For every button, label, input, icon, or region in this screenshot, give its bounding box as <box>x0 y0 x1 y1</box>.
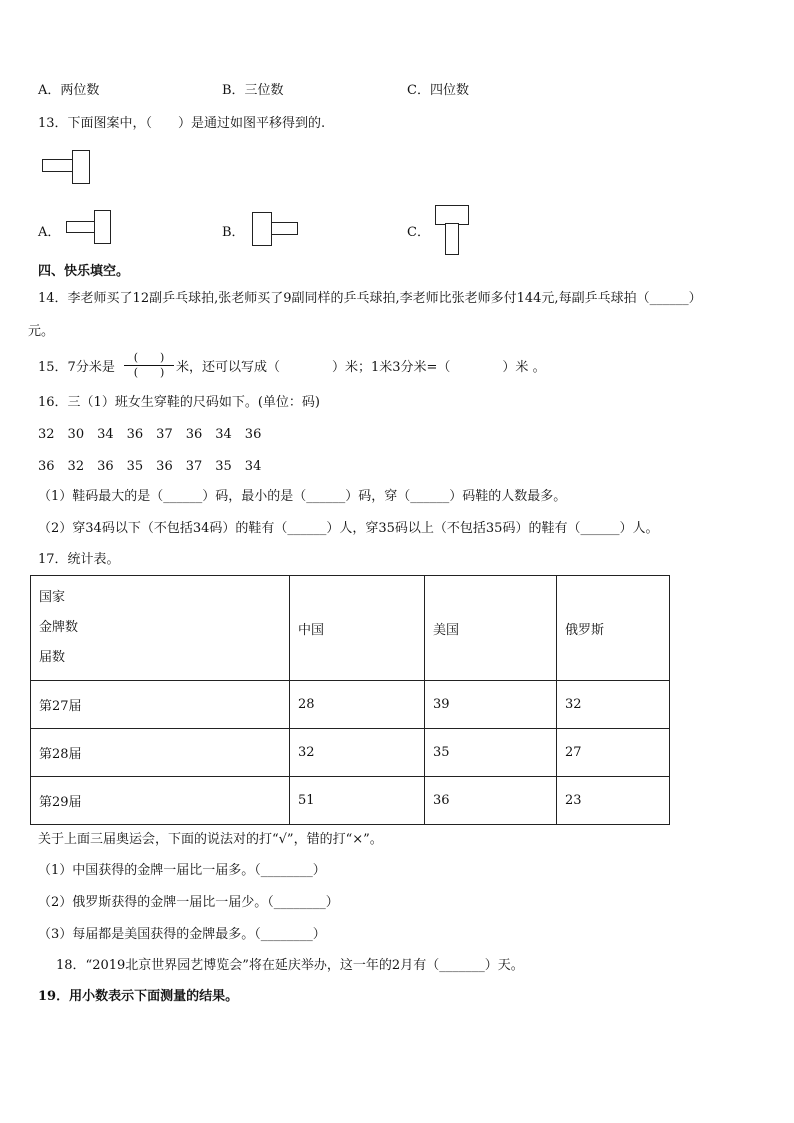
option-c-q12: C．四位数 <box>407 83 469 98</box>
question-13-stem: 13．下面图案中，（ ）是通过如图平移得到的. <box>38 116 326 131</box>
table-cell: 23 <box>557 777 670 825</box>
table-row <box>31 681 670 729</box>
header-line-gold: 金牌数 <box>39 620 79 635</box>
question-19: 19．用小数表示下面测量的结果。 <box>38 989 239 1004</box>
shoe-size-row-1: 32 30 34 36 37 36 34 36 <box>38 427 262 442</box>
table-row <box>31 777 670 825</box>
question-18: 18．“2019北京世界园艺博览会”将在延庆举办，这一年的2月有（_______）天。 <box>56 958 524 973</box>
column-header-china: 中国 <box>290 576 425 681</box>
row-label: 第27届 <box>31 681 290 729</box>
judge-statement-1: （1）中国获得的金牌一届比一届多。（________） <box>38 863 326 878</box>
table-cell: 36 <box>425 777 557 825</box>
question-16-stem: 16．三（1）班女生穿鞋的尺码如下。(单位：码) <box>38 395 320 410</box>
judge-instructions: 关于上面三届奥运会，下面的说法对的打“√”，错的打“×”。 <box>38 832 383 847</box>
header-line-session: 届数 <box>39 650 66 665</box>
option-a-figure <box>66 210 112 244</box>
row-label: 第28届 <box>31 729 290 777</box>
option-b-figure <box>252 212 300 246</box>
question-14-line2: 元。 <box>28 324 55 339</box>
fraction-denominator: ( ) <box>133 366 165 379</box>
table-row <box>31 729 670 777</box>
fraction-blank <box>124 352 174 379</box>
column-header-russia: 俄罗斯 <box>557 576 670 681</box>
table-cell: 39 <box>425 681 557 729</box>
option-b-label-q13: B． <box>222 225 245 240</box>
question-17-stem: 17．统计表。 <box>38 552 120 567</box>
question-16-part1: （1）鞋码最大的是（______）码，最小的是（______）码，穿（______）码鞋的人数最多。 <box>38 489 567 504</box>
header-line-country: 国家 <box>39 590 66 605</box>
translation-original-figure <box>42 150 92 184</box>
table-cell: 32 <box>557 681 670 729</box>
row-label: 第29届 <box>31 777 290 825</box>
question-15-suffix: 米，还可以写成（ ）米；1米3分米=（ ）米 。 <box>176 360 546 375</box>
option-b-q12: B．三位数 <box>222 83 284 98</box>
table-cell: 51 <box>290 777 425 825</box>
table-cell: 35 <box>425 729 557 777</box>
shoe-size-row-2: 36 32 36 35 36 37 35 34 <box>38 459 262 474</box>
table-cell: 27 <box>557 729 670 777</box>
judge-statement-3: （3）每届都是美国获得的金牌最多。（________） <box>38 927 326 942</box>
option-c-label-q13: C． <box>407 225 430 240</box>
option-c-figure <box>435 205 469 255</box>
judge-statement-2: （2）俄罗斯获得的金牌一届比一届少。（________） <box>38 895 339 910</box>
section-heading: 四、快乐填空。 <box>38 264 130 279</box>
table-cell: 32 <box>290 729 425 777</box>
gold-medal-table <box>30 575 670 825</box>
question-15-prefix: 15．7分米是 <box>38 360 115 375</box>
option-a-q12: A．两位数 <box>38 83 100 98</box>
question-16-part2: （2）穿34码以下（不包括34码）的鞋有（______）人，穿35码以上（不包括35码）的鞋有（______）人。 <box>38 521 659 536</box>
fraction-numerator: ( ) <box>133 351 165 364</box>
column-header-usa: 美国 <box>425 576 557 681</box>
table-cell: 28 <box>290 681 425 729</box>
table-header-diagonal-cell <box>31 576 290 681</box>
option-a-label-q13: A． <box>38 225 61 240</box>
question-14-line1: 14．李老师买了12副乒乓球拍,张老师买了9副同样的乒乓球拍,李老师比张老师多付144元,每副乒乓球拍（______） <box>38 291 702 306</box>
